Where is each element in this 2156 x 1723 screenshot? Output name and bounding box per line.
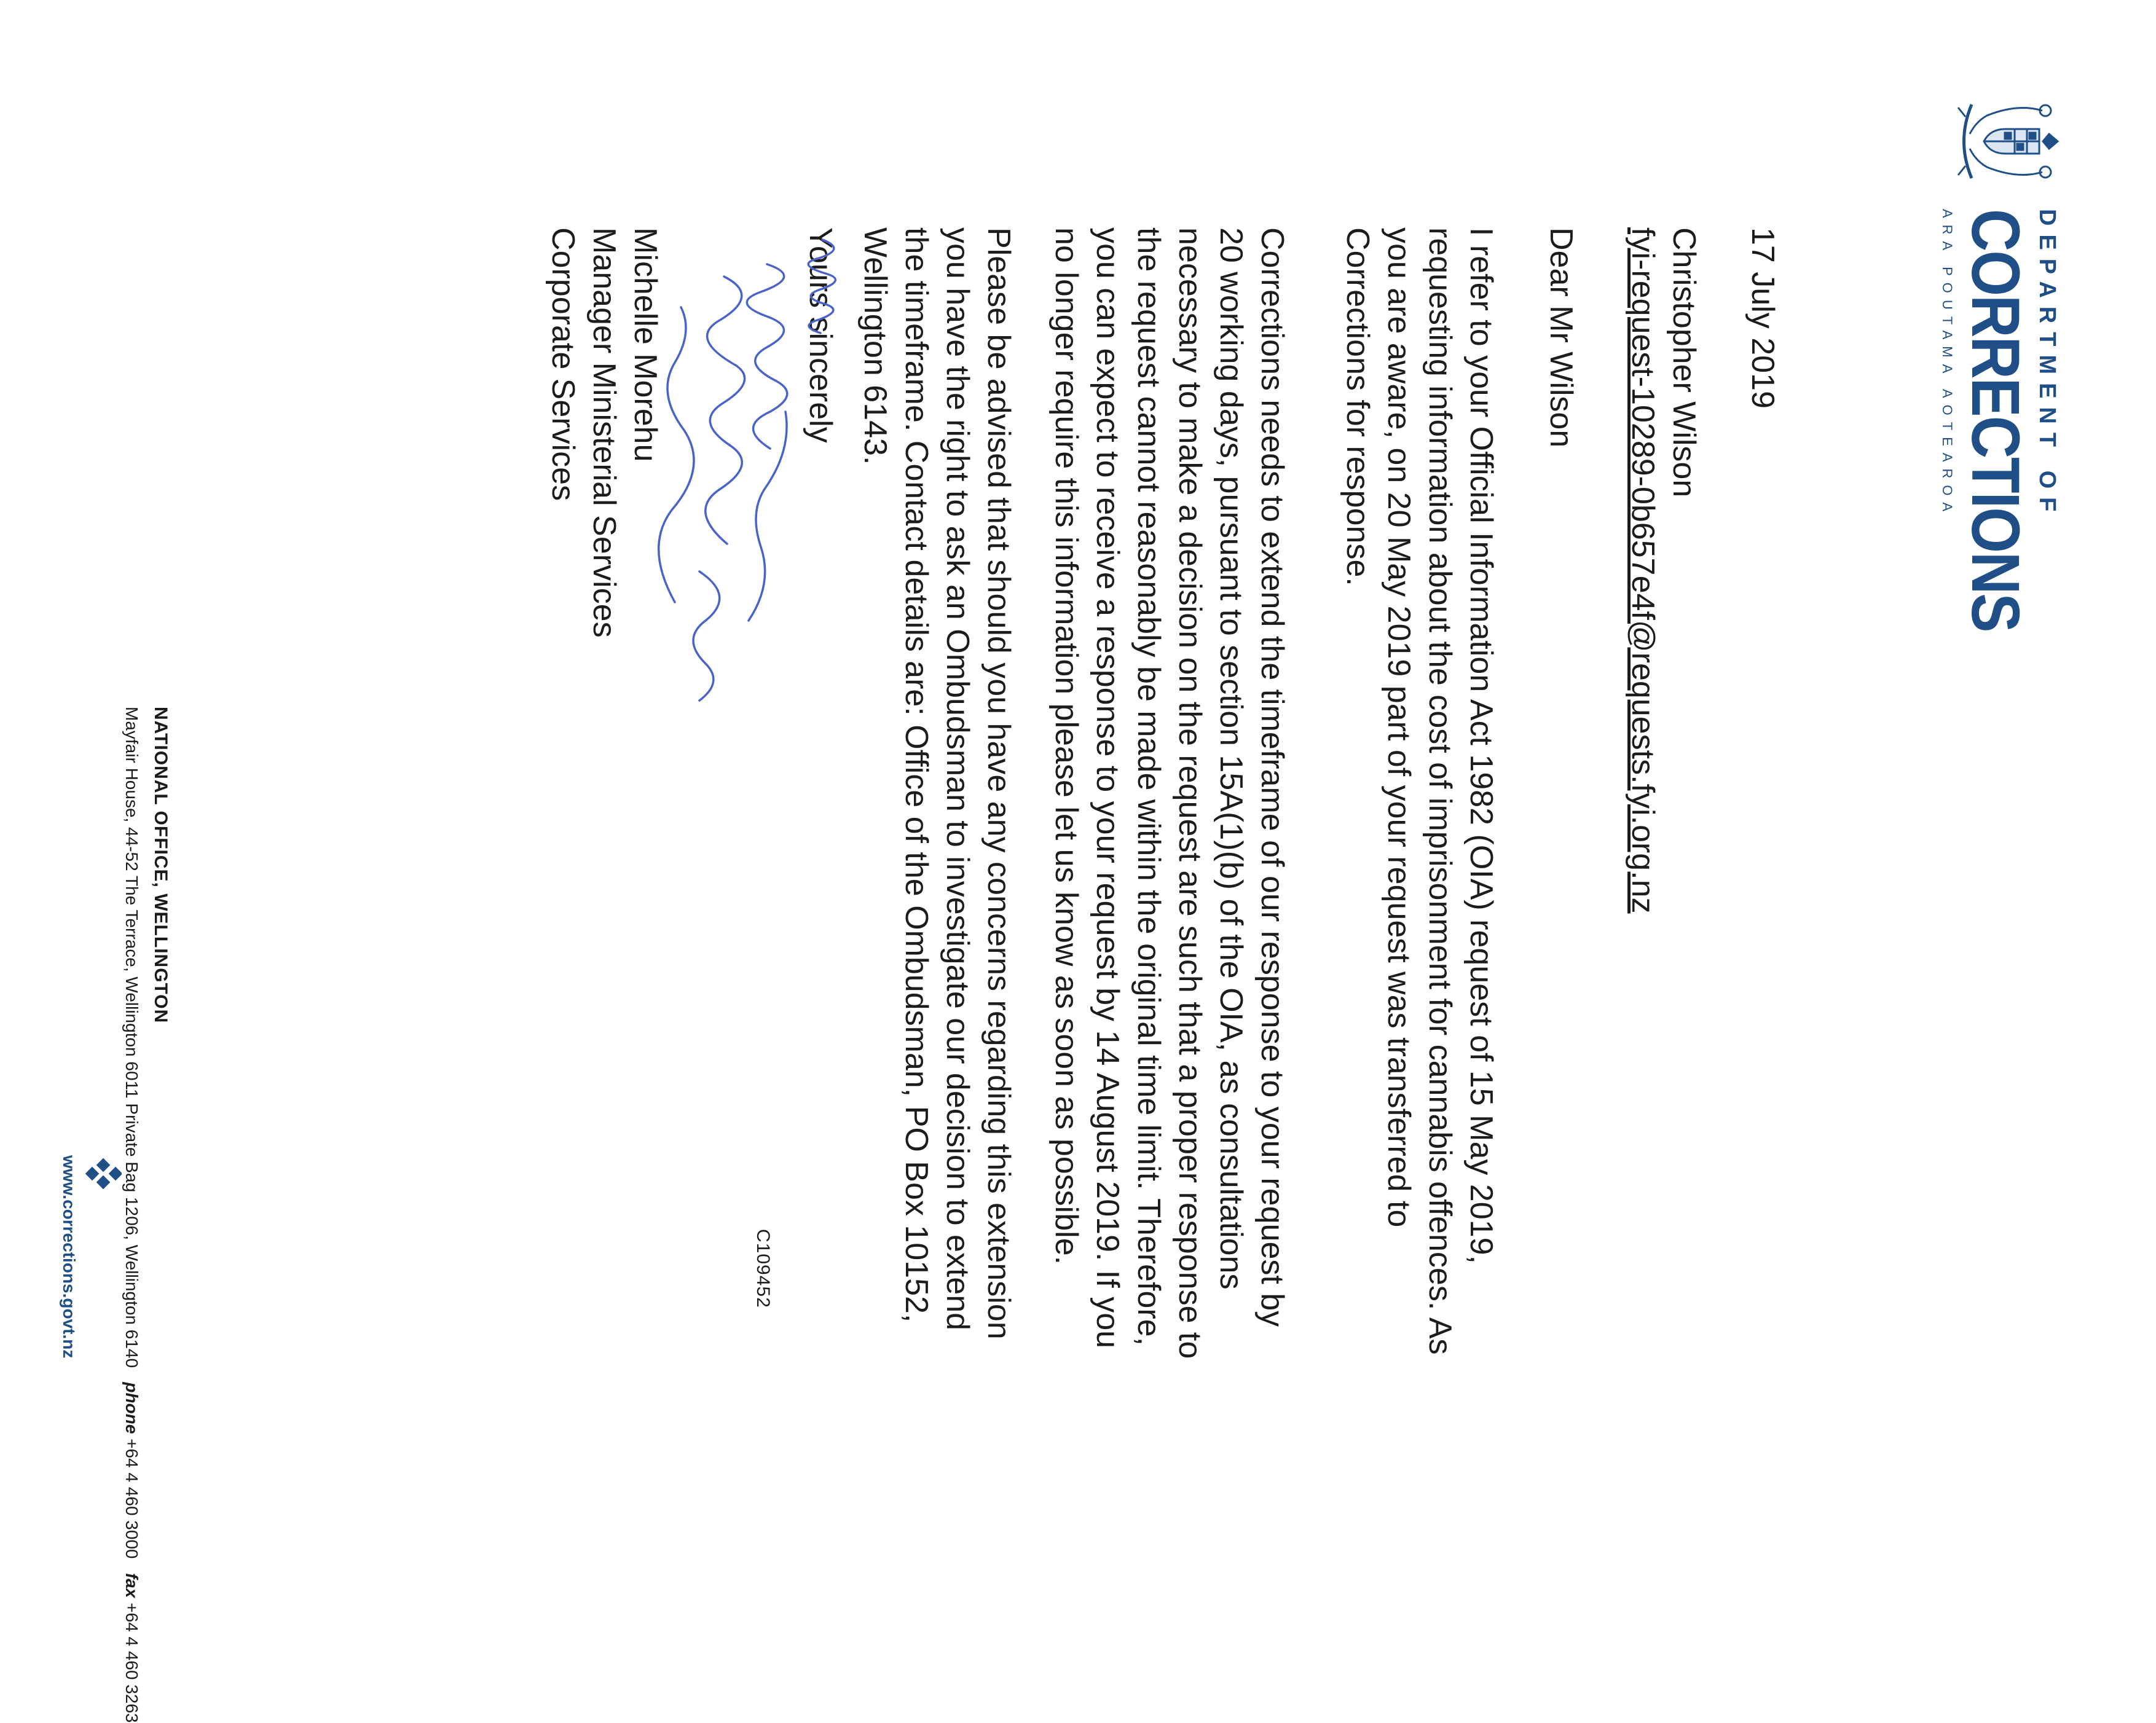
reference-number: C109452 xyxy=(753,1229,773,1308)
crest-icon xyxy=(1953,86,2064,197)
website-link[interactable]: www.corrections.govt.nz xyxy=(60,1155,79,1359)
footer xyxy=(122,707,171,1723)
corrections-logo xyxy=(1940,86,2064,632)
paragraph-line: the timeframe. Contact details are: Office of the Ombudsman, PO Box 10152, xyxy=(899,227,934,1323)
closing: Yours sincerely xyxy=(803,227,838,443)
recipient-block xyxy=(1622,227,1704,914)
signatory-title: Manager Ministerial Services xyxy=(586,227,622,638)
paragraph-line: you have the right to ask an Ombudsman to investigate our decision to extend xyxy=(940,227,975,1331)
footer-phone-label: phone xyxy=(122,1382,141,1434)
salutation: Dear Mr Wilson xyxy=(1543,227,1579,448)
footer-address: Mayfair House, 44-52 The Terrace, Wellington 6011 Private Bag 1206, Wellington 6140 xyxy=(122,707,141,1368)
recipient-name: Christopher Wilson xyxy=(1666,227,1702,498)
paragraph-3 xyxy=(854,227,1019,1340)
footer-office: NATIONAL OFFICE, WELLINGTON xyxy=(151,707,171,1024)
signatory-unit: Corporate Services xyxy=(545,227,581,501)
logo-department-of: DEPARTMENT OF xyxy=(2034,209,2060,520)
footer-web-block xyxy=(59,1155,79,1358)
signatory-name: Michelle Morehu xyxy=(628,227,663,462)
paragraph-line: necessary to make a decision on the request are such that a proper response to xyxy=(1172,227,1208,1359)
paragraph-1 xyxy=(1337,227,1501,1355)
diamond-logo-icon xyxy=(85,1155,122,1192)
footer-fax-label: fax xyxy=(122,1572,141,1598)
paragraph-line: Wellington 6143. xyxy=(857,227,893,465)
paragraph-line: you can expect to receive a response to your request by 14 August 2019. If you xyxy=(1090,227,1125,1349)
paragraph-line: Please be advised that should you have any concerns regarding this extension xyxy=(981,227,1017,1340)
signatory-block xyxy=(542,227,666,638)
paragraph-line: no longer require this information please let us know as soon as possible. xyxy=(1048,227,1084,1265)
paragraph-line: 20 working days, pursuant to section 15A(1)(b) of the OIA, as consultations xyxy=(1213,227,1249,1290)
footer-phone: +64 4 460 3000 xyxy=(122,1438,141,1559)
paragraph-line: requesting information about the cost of imprisonment for cannabis offences. As xyxy=(1422,227,1458,1355)
paragraph-line: Corrections needs to extend the timeframe of our response to your request by xyxy=(1254,227,1290,1327)
footer-fax: +64 4 460 3263 xyxy=(122,1603,141,1723)
logo-corrections: CORRECTIONS xyxy=(1957,209,2033,632)
letter-date: 17 July 2019 xyxy=(1745,227,1780,409)
paragraph-line: the request cannot reasonably be made within the original time limit. Therefore, xyxy=(1131,227,1167,1346)
paragraph-line: Corrections for response. xyxy=(1340,227,1375,586)
handwritten-signature xyxy=(638,227,859,780)
footer-address-line xyxy=(122,707,141,1723)
logo-tagline: ARA POUTAMA AOTEAROA xyxy=(1940,209,1955,519)
paragraph-2 xyxy=(1045,227,1292,1359)
paragraph-line: you are aware, on 20 May 2019 part of your request was transferred to xyxy=(1381,227,1417,1228)
paragraph-line: I refer to your Official Information Act 1982 (OIA) request of 15 May 2019, xyxy=(1463,227,1499,1264)
recipient-email-link[interactable]: fyi-request-10289-0b657e4f@requests.fyi.org.nz xyxy=(1625,227,1661,914)
